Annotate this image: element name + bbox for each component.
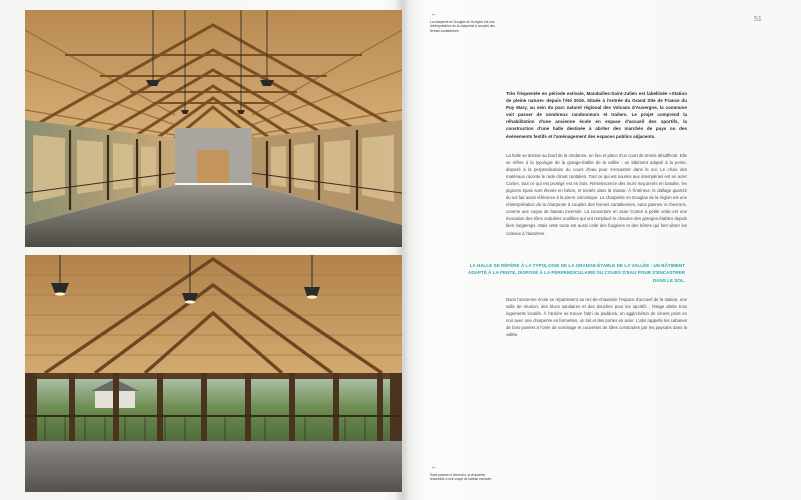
arrow-left-icon: ← <box>430 462 438 471</box>
caption-top <box>430 10 500 33</box>
caption-top-text: La charpente en Douglas de la région est une réinterprétation de la charpente à couples des fermes cantaliennes. <box>430 20 495 33</box>
photo-hall-interior-perspective <box>25 10 402 247</box>
article-body-paragraph: La halle se dresse au bord de la Jordanne, en lieu et place d'un court de tennis désaffecté. Elle se réfère à la typologie de la grange-étable de la vallée : un bâtiment adapté à la pente, disposé à la perpendiculaire du cours d'eau pour s'encastrer dans le sol. Le choix des matériaux raconte le rude climat cantalien. Tout ce qui est soumis aux intempéries est en acier Corten, tout ce qui est protégé est en bois. Réminiscence des murs maçonnés en basalte, les pignons épais sont élevés en béton, et teintés dans la masse. À l'intérieur, le dallage quartzé du sol fait aussi référence à la pierre volcanique. La charpente en Douglas de la région est une réinterprétation de la charpente à couples des fermes cantaliennes, sans pannes ni chevrons, comme une coque de bateau inversée. La couverture en acier Corten à petite onde est une évocation des tôles ondulées rouillées qui ont remplacé le chaume des granges-étables depuis bien longtemps. Mais cette tonte est aussi celle des fougères et des hêtres qui font vibrer les coteaux à l'automne. <box>506 153 687 236</box>
photo-hall-interior-frontal <box>25 255 402 492</box>
article-body-paragraph: Dans l'ancienne école se répartissent au rez-de-chaussée l'espace d'accueil de la station, une salle de réunion, des blocs sanitaires et des douches pour les sportifs ; l'étage abrite trois logements locatifs. À l'arrière se trouve l'abri du paddock, en agglo-béton de ciment peint en noir avec une charpente en fermettes, un toit et des portes en acier. L'abri rappelle les cabanes de bois posées à l'orée de voisinage et couvertes de tôles construites par les paysans dans la vallée. <box>506 297 687 338</box>
page-number: 51 <box>754 16 762 23</box>
caption-bottom <box>430 463 500 482</box>
caption-bottom-text: Sans pannes ni chevrons, la charpente ressemble à une coque de bateau inversée. <box>430 473 493 482</box>
pull-quote: LA HALLE SE RÉFÈRE À LA TYPOLOGIE DE LA GRANGE-ÉTABLE DE LA VALLÉE : UN BÂTIMENT ADAPTÉ À LA PENTE, DISPOSÉ À LA PERPENDICULAIRE DU COURS D'EAU POUR S'ENCASTRER DANS LE SOL. <box>468 263 686 283</box>
arrow-left-icon: ← <box>430 9 438 18</box>
article-intro: Très fréquentée en période estivale, Mandailles-Saint-Julien est labellisée «Station de pleine nature» depuis l'été 2019. Située à l'entrée du Grand Site de France du Puy Mary, au sein du parc naturel régional des Volcans d'Auvergne, la commune voit passer de nombreux randonneurs et trailers. Le projet comprend la réhabilitation d'une ancienne école en espace d'accueil des sportifs, la construction d'une halle destinée à abriter des marchés de pays ou des événements festifs et l'aménagement des espaces publics adjacents. <box>506 91 687 139</box>
